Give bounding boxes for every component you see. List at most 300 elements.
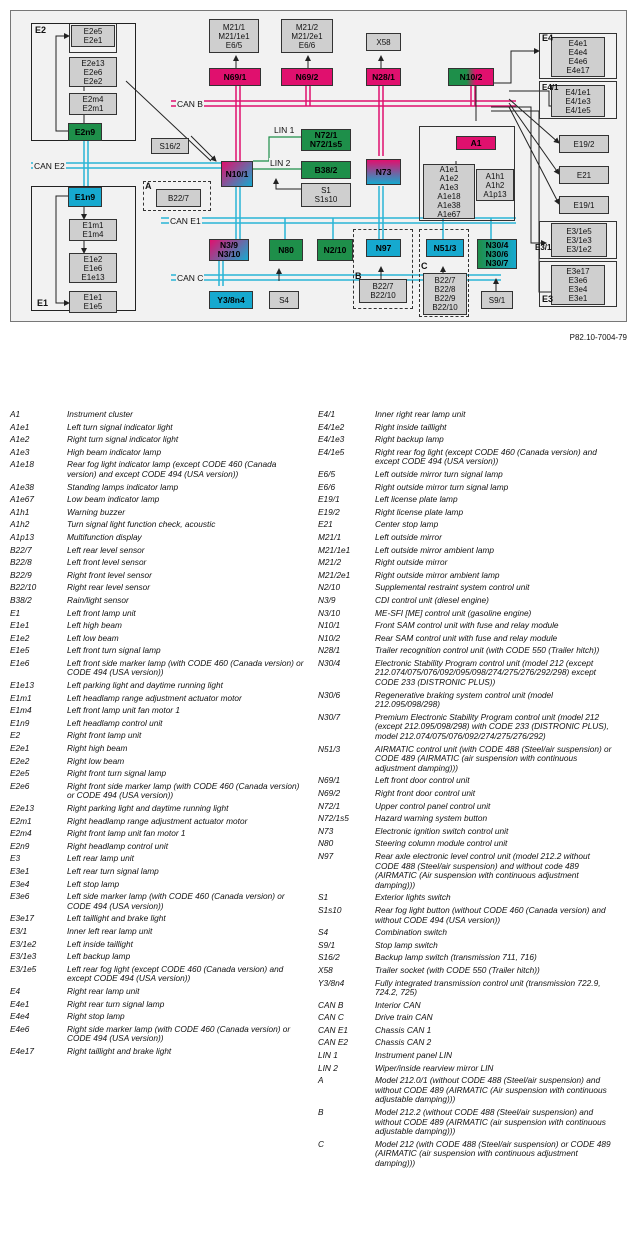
legend-row (10, 842, 307, 852)
can-b-label: CAN B (177, 99, 203, 109)
component-label: N51/3 (433, 242, 457, 253)
wiring-diagram (10, 10, 627, 322)
component-label: N80 (278, 244, 294, 255)
legend-row (318, 483, 615, 493)
legend-description: Instrument cluster (67, 409, 133, 419)
legend-row (10, 448, 307, 458)
legend-description: Left front side marker lamp (with CODE 460 (Canada version) or CODE 494 (USA version)) (67, 657, 304, 678)
component-box-a1 (456, 136, 496, 150)
legend-row (10, 892, 307, 911)
legend-row (318, 1108, 615, 1137)
legend-code: E3/1 (10, 925, 28, 936)
legend-description: Left taillight and brake light (67, 913, 166, 924)
component-label: E19/1 (573, 200, 595, 210)
legend-row (318, 571, 615, 581)
legend-row (10, 508, 307, 518)
component-box-m21 (209, 19, 259, 53)
legend-row (10, 596, 307, 606)
label-e1: E1 (37, 298, 49, 308)
legend-code: N69/1 (318, 775, 341, 786)
component-label: N28/1 (372, 71, 395, 82)
figure-reference: P82.10-7004-79 (569, 333, 627, 342)
component-label: A1p13 (483, 189, 507, 199)
legend-description: Right front level sensor (67, 569, 152, 580)
legend-code: S9/1 (318, 939, 336, 950)
legend-code: E4 (10, 985, 21, 996)
component-label: E4/1e1 (565, 87, 591, 97)
legend-code: E4/1e2 (318, 421, 345, 432)
component-box-e4e1 (551, 37, 605, 77)
legend-code: E1e1 (10, 620, 30, 631)
legend-row (318, 893, 615, 903)
legend-description: Left headlamp range adjustment actuator motor (67, 692, 242, 703)
legend-row (10, 1025, 307, 1044)
component-label: A1e38 (437, 200, 461, 210)
legend-row (318, 979, 615, 998)
legend-description: Front SAM control unit with fuse and relay module (375, 620, 559, 631)
component-label: E2n9 (74, 126, 96, 137)
component-label: E4e17 (566, 66, 590, 75)
component-label: N30/4 (485, 239, 509, 250)
legend-row (10, 880, 307, 890)
legend-code: A1e18 (10, 459, 34, 470)
label-e2: E2 (35, 25, 47, 35)
legend-row (318, 1140, 615, 1169)
legend-code: B22/9 (10, 569, 32, 580)
component-label: B22/8 (434, 285, 456, 294)
legend-row (318, 1013, 615, 1023)
legend-code: S4 (318, 927, 329, 938)
component-label: N10/1 (225, 168, 249, 179)
legend-description: Right rear lamp unit (67, 985, 140, 996)
lin-1-label: LIN 1 (274, 125, 295, 135)
legend-row (10, 817, 307, 827)
legend-code: E2e6 (10, 780, 30, 791)
legend-row (318, 423, 615, 433)
legend-description: Right inside taillight (375, 421, 447, 432)
legend-code: E4e1 (10, 998, 30, 1009)
legend-row (318, 1001, 615, 1011)
legend-code: CAN E2 (318, 1037, 348, 1048)
legend-description: Right taillight and brake light (67, 1045, 172, 1056)
legend-description: Warning buzzer (67, 506, 125, 517)
component-label: S9/1 (488, 295, 506, 305)
legend-code: S1 (318, 892, 329, 903)
legend-code: N3/10 (318, 607, 341, 618)
legend-description: Center stop lamp (375, 519, 439, 530)
legend-description: Rain/light sensor (67, 594, 129, 605)
legend-code: M21/2e1 (318, 569, 351, 580)
legend-description: High beam indicator lamp (67, 446, 162, 457)
legend-description: Turn signal light function check, acoustic (67, 519, 216, 530)
legend-description: Fully integrated transmission control unit (transmission 722.9, 724.2, 725) (375, 977, 601, 998)
legend-row (10, 558, 307, 568)
legend-row (318, 802, 615, 812)
legend-description: Right headlamp control unit (67, 840, 169, 851)
component-box-n80 (269, 239, 303, 261)
legend-code: N51/3 (318, 743, 341, 754)
legend-row (318, 596, 615, 606)
component-box-n721 (301, 129, 351, 151)
component-label: E4e4 (568, 48, 588, 57)
legend-row (10, 1012, 307, 1022)
legend-code: LIN 1 (318, 1050, 338, 1061)
legend-row (10, 965, 307, 984)
legend-row (318, 745, 615, 774)
legend-description: Inner right rear lamp unit (375, 409, 466, 419)
component-label: A1e67 (437, 209, 461, 219)
can-e2-label: CAN E2 (34, 161, 65, 171)
legend-row (10, 410, 307, 420)
legend-code: A1p13 (10, 531, 34, 542)
component-label: M21/2e1 (291, 31, 323, 41)
legend-row (318, 533, 615, 543)
legend-row (10, 804, 307, 814)
component-box-e2m4 (69, 93, 117, 115)
component-label: E3/1e2 (566, 244, 592, 254)
component-label: E21 (576, 170, 592, 180)
legend-description: Right rear fog light (except CODE 460 (Canada version) and except CODE 494 (USA version)) (375, 446, 597, 467)
component-box-n304 (477, 239, 517, 269)
legend-description: Left front turn signal lamp (67, 645, 161, 656)
legend-row (10, 460, 307, 479)
legend-row (318, 691, 615, 710)
component-box-e3e17 (551, 265, 605, 305)
legend-code: E2e13 (10, 803, 34, 813)
legend-description: Right stop lamp (67, 1011, 125, 1022)
legend-description: Right front door control unit (375, 788, 476, 798)
legend-description: Right low beam (67, 755, 125, 766)
legend-description: Model 212.2 (without CODE 488 (Steel/air suspension) and without CODE 489 (AIRMATIC (air suspension with continuous adjustable damping))) (375, 1107, 606, 1137)
legend-row (10, 609, 307, 619)
legend-code: N30/4 (318, 657, 341, 668)
legend-description: ME-SFI [ME] control unit (gasoline engine) (375, 607, 532, 618)
component-label: E2m4 (82, 95, 104, 104)
legend-row (10, 423, 307, 433)
legend-row (10, 646, 307, 656)
component-label: E2e1 (83, 36, 103, 45)
component-box-e31 (551, 223, 607, 257)
component-label: E1e5 (83, 302, 103, 311)
legend-code: E2n9 (10, 840, 30, 851)
component-label: E3e17 (566, 267, 590, 276)
label-e4: E4 (542, 33, 554, 43)
component-box-n692 (281, 68, 333, 86)
legend-code: C (318, 1138, 324, 1149)
component-box-e191 (559, 196, 609, 214)
legend-description: Wiper/inside rearview mirror LIN (375, 1062, 494, 1073)
legend-code: N3/9 (318, 594, 336, 605)
legend-description: Right side marker lamp (with CODE 460 (Canada version) or CODE 494 (USA version)) (67, 1023, 291, 1044)
legend-row (318, 852, 615, 890)
component-label: B22/7 (434, 276, 456, 285)
legend-code: N2/10 (318, 582, 341, 593)
component-label: E1n9 (74, 191, 96, 202)
legend-row (318, 1051, 615, 1061)
legend-row (10, 659, 307, 678)
legend-row (10, 757, 307, 767)
legend-code: A1 (10, 409, 21, 419)
legend-left-column (10, 410, 307, 1059)
component-label: S4 (279, 295, 289, 305)
legend-row (318, 621, 615, 631)
component-label: N30/6 (485, 248, 509, 259)
component-label: N10/2 (459, 71, 483, 82)
legend-code: E3e1 (10, 865, 30, 876)
legend-description: Upper control panel control unit (375, 800, 491, 811)
legend-description: Right front lamp unit (67, 730, 142, 741)
component-box-n101 (221, 161, 253, 187)
legend-description: Right turn signal indicator light (67, 434, 179, 445)
legend-row (10, 854, 307, 864)
component-label: S1s10 (314, 195, 338, 204)
legend-row (10, 621, 307, 631)
legend-row (318, 1064, 615, 1074)
legend-code: CAN B (318, 999, 344, 1010)
legend-code: A1e67 (10, 494, 34, 505)
legend-row (318, 789, 615, 799)
legend-row (318, 928, 615, 938)
legend-description: Left front door control unit (375, 775, 470, 786)
legend-row (10, 940, 307, 950)
legend-code: A (318, 1075, 324, 1086)
legend-code: E2 (10, 730, 21, 741)
legend-description: Backup lamp switch (transmission 711, 716) (375, 952, 537, 963)
component-label: E4/1e5 (565, 105, 591, 115)
legend-row (10, 1047, 307, 1057)
legend-code: E19/2 (318, 506, 340, 517)
legend-row (10, 435, 307, 445)
legend-code: E4e6 (10, 1023, 30, 1034)
component-box-e192 (559, 135, 609, 153)
legend-description: Left headlamp control unit (67, 717, 163, 728)
component-label: N30/7 (485, 257, 509, 268)
legend-description: Right rear level sensor (67, 582, 151, 593)
legend-row (10, 829, 307, 839)
legend-row (10, 987, 307, 997)
component-label: A1 (470, 137, 482, 148)
component-label: B22/9 (434, 294, 456, 303)
legend-description: Electronic ignition switch control unit (375, 825, 509, 836)
legend-code: E2e2 (10, 755, 30, 766)
component-label: E3/1e3 (566, 235, 592, 245)
can-c-label: CAN C (177, 273, 204, 283)
component-label: E1e1 (83, 293, 103, 302)
legend-description: Right rear turn signal lamp (67, 998, 165, 1009)
legend-description: Left front level sensor (67, 557, 147, 568)
label-c: C (421, 261, 428, 271)
legend-row (10, 533, 307, 543)
legend-code: X58 (318, 964, 333, 975)
legend-description: Left front lamp unit fan motor 1 (67, 705, 180, 716)
legend-code: E1 (10, 607, 21, 618)
legend-description: Left front lamp unit (67, 607, 136, 618)
legend-row (10, 782, 307, 801)
legend-row (318, 583, 615, 593)
legend-row (318, 1076, 615, 1105)
component-box-y38 (209, 291, 253, 309)
legend-code: Y3/8n4 (318, 977, 345, 988)
legend-code: N73 (318, 825, 334, 836)
legend-row (318, 448, 615, 467)
legend-description: Left rear lamp unit (67, 853, 134, 864)
legend-code: N10/2 (318, 632, 341, 643)
legend-description: Left side marker lamp (with CODE 460 (Canada version) or CODE 494 (USA version)) (67, 891, 285, 911)
component-label: N97 (375, 242, 392, 253)
legend-row (10, 694, 307, 704)
legend-code: LIN 2 (318, 1062, 338, 1073)
legend-row (10, 867, 307, 877)
legend-row (318, 435, 615, 445)
component-label: N72/1s5 (309, 139, 343, 149)
legend-description: Standing lamps indicator lamp (67, 481, 179, 492)
component-label: B22/7 (372, 282, 394, 291)
can-e1-label: CAN E1 (170, 216, 201, 226)
legend-description: Left parking light and daytime running light (67, 680, 223, 691)
legend-row (10, 634, 307, 644)
legend-code: N69/2 (318, 788, 341, 798)
legend-description: Right front side marker lamp (with CODE 460 (Canada version) or CODE 494 (USA version)) (67, 780, 300, 801)
component-box-e41e1 (551, 85, 605, 117)
legend-row (10, 520, 307, 530)
legend-code: E1e6 (10, 657, 30, 668)
legend-code: E1e5 (10, 645, 30, 656)
component-box-n73 (366, 159, 401, 185)
legend-code: E3 (10, 853, 21, 864)
legend-description: Left high beam (67, 620, 122, 631)
legend-description: Stop lamp switch (375, 939, 438, 950)
component-box-e1m1 (69, 219, 117, 241)
component-label: E1m4 (82, 230, 104, 239)
legend-row (318, 470, 615, 480)
component-label: A1e3 (439, 182, 459, 192)
legend-description: Rear fog light button (without CODE 460 (Canada version) and without CODE 494 (USA version)) (375, 904, 606, 925)
component-label: N72/1 (314, 130, 338, 140)
component-box-e1e2 (69, 253, 117, 283)
legend-right-column (318, 410, 615, 1172)
legend-description: Chassis CAN 1 (375, 1024, 432, 1035)
legend-code: E2e5 (10, 768, 30, 779)
component-label: N73 (375, 166, 392, 177)
legend-description: Left turn signal indicator light (67, 421, 173, 432)
legend-code: E3e6 (10, 891, 30, 902)
component-label: A1h2 (485, 180, 505, 190)
component-label: X58 (376, 37, 391, 47)
component-box-s91 (481, 291, 513, 309)
component-label: N2/10 (323, 244, 347, 255)
legend-description: AIRMATIC control unit (with CODE 488 (Steel/air suspension) or CODE 489 (AIRMATIC (air suspension with continuous adjustment damping))) (375, 743, 612, 773)
legend-code: E4/1e5 (318, 446, 345, 457)
legend-code: E4/1 (318, 409, 336, 419)
component-box-b22b (359, 279, 407, 303)
legend-description: Premium Electronic Stability Program control unit (model 212 (except 212.095/098/298) with CODE 233 (DISTRONIC PLUS), model 212.074/075/076/092/274/275/276/292) (375, 711, 609, 742)
component-box-e2n9 (68, 123, 102, 141)
component-label: A1e2 (439, 173, 459, 183)
legend-description: Left stop lamp (67, 878, 120, 889)
legend-code: E3e4 (10, 878, 30, 889)
legend-description: Left backup lamp (67, 951, 131, 962)
legend-code: E4/1e3 (318, 434, 345, 445)
component-box-e1e1 (69, 291, 117, 313)
component-label: E1m1 (82, 221, 104, 230)
legend-description: CDI control unit (diesel engine) (375, 594, 489, 605)
legend-row (318, 906, 615, 925)
legend-description: Left inside taillight (67, 938, 133, 949)
legend-description: Left outside mirror (375, 531, 442, 542)
component-box-e21 (559, 166, 609, 184)
legend-description: Right outside mirror (375, 557, 448, 568)
component-label: E3e6 (568, 276, 588, 285)
component-label: N3/10 (217, 249, 241, 259)
legend-description: Left outside mirror ambient lamp (375, 544, 494, 555)
legend-row (10, 952, 307, 962)
legend-code: E1e2 (10, 632, 30, 643)
legend-row (318, 966, 615, 976)
legend-code: N97 (318, 850, 334, 861)
legend-row (318, 558, 615, 568)
legend-row (10, 546, 307, 556)
legend-row (318, 520, 615, 530)
component-label: E4e6 (568, 57, 588, 66)
legend-description: Left rear turn signal lamp (67, 865, 159, 876)
legend-code: S1s10 (318, 904, 342, 915)
legend-description: Inner left rear lamp unit (67, 925, 153, 936)
component-label: M21/1e1 (218, 31, 250, 41)
label-e31: E3/1 (535, 243, 552, 252)
legend-code: N10/1 (318, 620, 341, 631)
legend-row (318, 410, 615, 420)
component-label: N69/1 (223, 71, 247, 82)
component-box-e2e5 (71, 25, 115, 47)
legend-code: E4e17 (10, 1045, 34, 1056)
legend-row (318, 646, 615, 656)
component-box-s162 (151, 138, 189, 154)
legend-description: Model 212.0/1 (without CODE 488 (Steel/air suspension) and without CODE 489 (AIRMATIC (Air suspension with continuous adjustable damping))) (375, 1075, 607, 1105)
component-label: E2e5 (83, 27, 103, 36)
legend-description: Multifunction display (67, 531, 142, 542)
legend-code: B (318, 1107, 324, 1118)
legend-row (10, 744, 307, 754)
legend-code: E4e4 (10, 1011, 30, 1022)
legend-code: N72/1s5 (318, 813, 349, 824)
legend-row (10, 914, 307, 924)
legend-code: E1n9 (10, 717, 30, 728)
legend-description: Hazard warning system button (375, 813, 488, 824)
legend-code: B22/10 (10, 582, 37, 593)
legend-row (318, 814, 615, 824)
component-label: A1e18 (437, 191, 461, 201)
legend-row (318, 546, 615, 556)
legend-code: M21/2 (318, 557, 342, 568)
legend-code: E19/1 (318, 494, 340, 505)
component-label: E19/2 (573, 139, 595, 149)
component-box-e2e13 (69, 57, 117, 87)
component-box-b22c (423, 273, 467, 315)
legend-description: Left license plate lamp (375, 494, 458, 505)
label-a: A (145, 181, 152, 191)
component-label: E3e1 (568, 294, 588, 303)
legend-description: Right front turn signal lamp (67, 768, 167, 779)
legend-description: Right license plate lamp (375, 506, 464, 517)
component-label: E2e2 (83, 76, 103, 86)
legend-code: E1m1 (10, 692, 32, 703)
component-label: E3/1e5 (566, 226, 592, 236)
legend-row (318, 1038, 615, 1048)
component-label: E1e2 (83, 254, 103, 264)
legend-code: N72/1 (318, 800, 341, 811)
legend-row (318, 1026, 615, 1036)
label-b: B (355, 271, 362, 281)
